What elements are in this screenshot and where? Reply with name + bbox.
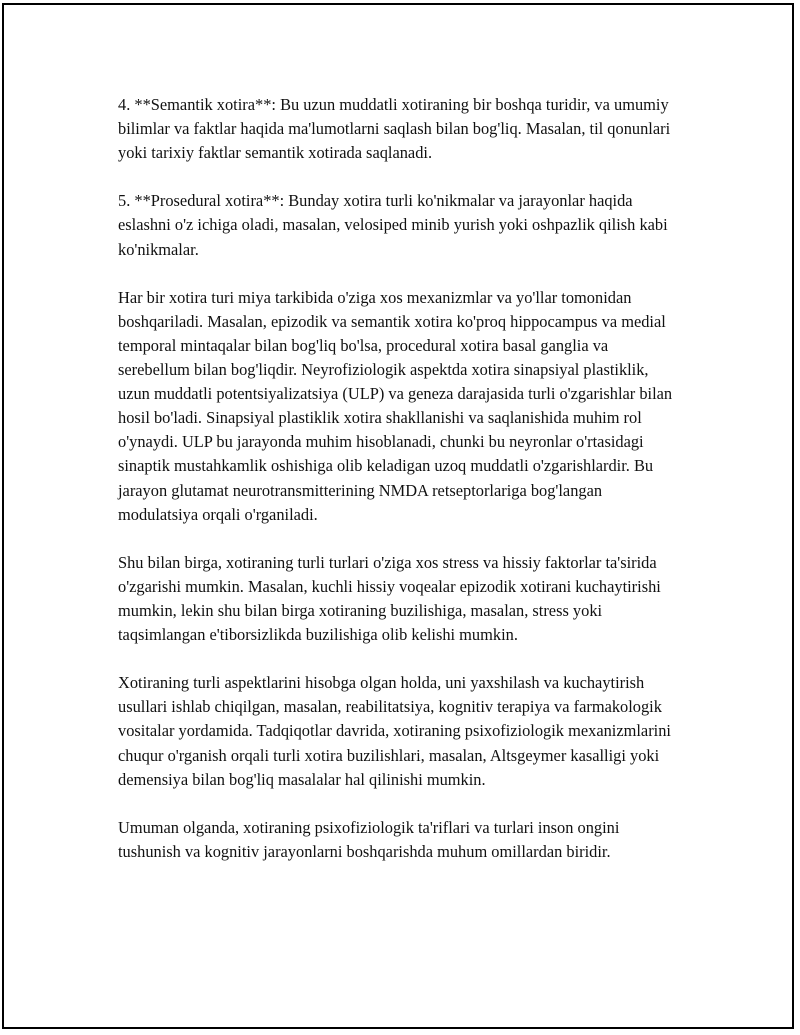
paragraph-semantic-memory: 4. **Semantik xotira**: Bu uzun muddatli xotiraning bir boshqa turidir, va umumiy bilimlar va faktlar haqida ma'lumotlarni saqlash bilan bog'liq. Masalan, til qonunlari yoki tarixiy faktlar semantik xotirada saqlanadi.: [118, 95, 671, 163]
paragraph-procedural-memory: 5. **Prosedural xotira**: Bunday xotira turli ko'nikmalar va jarayonlar haqida eslashni o'z ichiga oladi, masalan, velosiped minib yurish yoki oshpazlik qilish kabi ko'nikmalar.: [118, 191, 668, 259]
document-body: [118, 93, 684, 888]
paragraph-conclusion: Umuman olganda, xotiraning psixofiziologik ta'riflari va turlari inson ongini tushunish va kognitiv jarayonlarni boshqarishda muhum omillardan biridir.: [118, 817, 620, 861]
paragraph-brain-mechanisms: Har bir xotira turi miya tarkibida o'ziga xos mexanizmlar va yo'llar tomonidan boshqariladi. Masalan, epizodik va semantik xotira ko'proq hippocampus va medial temporal mintaqalar bilan bog'liq bo'lsa, procedural xotira basal ganglia va serebellum bilan bog'liqdir. Neyrofiziologik aspektda xotira sinapsiyal plastiklik, uzun muddatli potentsiyalizatsiya (ULP) va geneza darajasida turli o'zgarishlar bilan hosil bo'ladi. Sinapsiyal plastiklik xotira shakllanishi va saqlanishida muhim rol o'ynaydi. ULP bu jarayonda muhim hisoblanadi, chunki bu neyronlar o'rtasidagi sinaptik mustahkamlik oshishiga olib keladigan uzoq muddatli o'zgarishlardir. Bu jarayon glutamat neurotransmitterining NMDA retseptorlariga bog'langan modulatsiya orqali o'rganiladi.: [118, 287, 673, 524]
paragraph-stress-factors: Shu bilan birga, xotiraning turli turlari o'ziga xos stress va hissiy faktorlar ta'sirida o'zgarishi mumkin. Masalan, kuchli hissiy voqealar epizodik xotirani kuchaytirishi mumkin, lekin shu bilan birga xotiraning buzilishiga, masalan, stress yoki taqsimlangan e'tiborsizlikda buzilishiga olib kelishi mumkin.: [118, 552, 661, 645]
paragraph-improvement-methods: Xotiraning turli aspektlarini hisobga olgan holda, uni yaxshilash va kuchaytirish usullari ishlab chiqilgan, masalan, reabilitatsiya, kognitiv terapiya va farmakologik vositalar yordamida. Tadqiqotlar davrida, xotiraning psixofiziologik mexanizmlarini chuqur o'rganish orqali turli xotira buzilishlari, masalan, Altsgeymer kasalligi yoki demensiya bilan bog'liq masalalar hal qilinishi mumkin.: [118, 673, 671, 789]
